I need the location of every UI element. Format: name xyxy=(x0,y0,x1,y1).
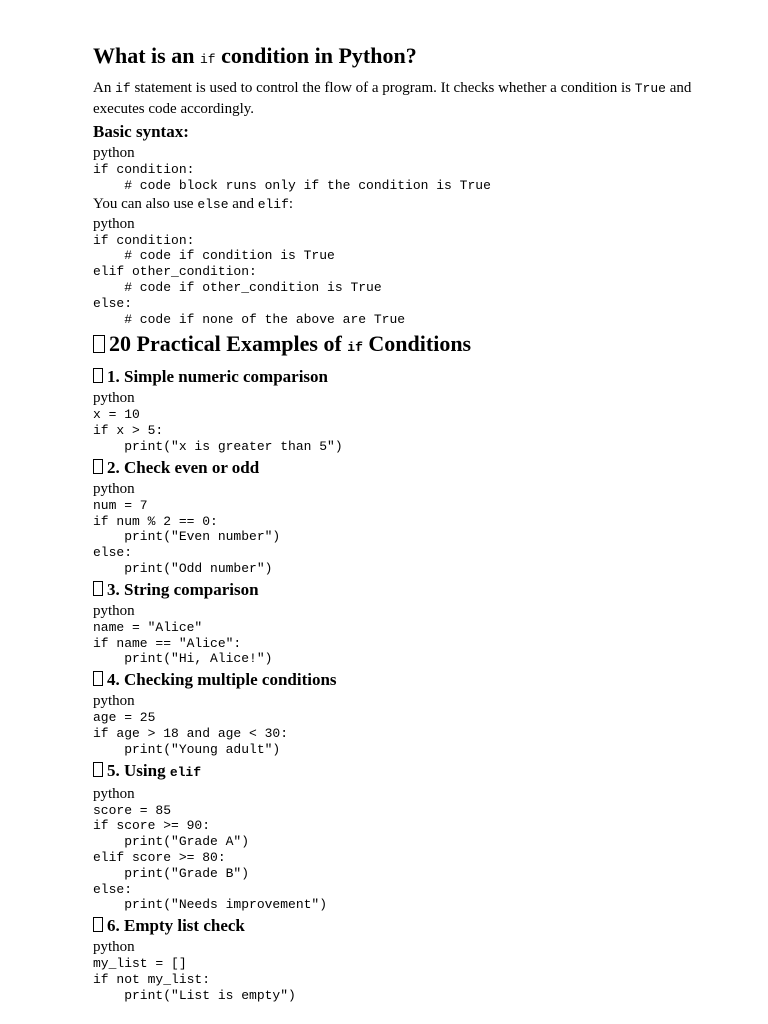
document-page xyxy=(93,42,733,1004)
code-block-basic-syntax: if condition: # code block runs only if the condition is True xyxy=(93,162,491,193)
missing-glyph-icon xyxy=(93,581,103,596)
code-block-example-3: name = "Alice" if name == "Alice": print("Hi, Alice!") xyxy=(93,619,273,667)
page-title-text-end: condition in Python? xyxy=(215,43,417,68)
code-language-label: python xyxy=(93,602,135,619)
missing-glyph-icon xyxy=(93,762,103,777)
code-block-example-2: num = 7 if num % 2 == 0: print("Even number") else: print("Odd number") xyxy=(93,497,281,576)
code-language-label: python xyxy=(93,390,135,407)
intro-code-true: True xyxy=(634,81,666,96)
code-block-else-elif: if condition: # code if condition is True elif other_condition: # code if other_condition is True else: # code if none of the above are True xyxy=(93,232,406,327)
code-language-label: python xyxy=(93,215,135,232)
example-5-title: 5. Using xyxy=(107,760,170,780)
code-block-example-4: age = 25 if age > 18 and age < 30: print("Young adult") xyxy=(93,710,289,757)
page-title-code: if xyxy=(199,52,216,67)
example-3-heading xyxy=(93,579,733,601)
code-language-label: python xyxy=(93,939,135,956)
else-elif-text: You can also use xyxy=(93,195,198,212)
example-2-title: 2. Check even or odd xyxy=(107,457,260,477)
example-1-title: 1. Simple numeric comparison xyxy=(107,367,328,387)
intro-text-3: and executes code accordingly. xyxy=(93,80,692,117)
else-elif-paragraph xyxy=(93,194,733,215)
examples-heading xyxy=(93,330,733,362)
intro-text: An xyxy=(93,80,116,96)
code-language-label: python xyxy=(93,145,135,161)
code-block-example-1: x = 10 if x > 5: print("x is greater than 5") xyxy=(93,407,343,454)
intro-code-if: if xyxy=(115,81,131,96)
example-5-title-code: elif xyxy=(169,764,202,780)
example-4-title: 4. Checking multiple conditions xyxy=(107,670,337,690)
else-elif-text-2: and xyxy=(228,195,258,212)
code-language-label: python xyxy=(93,785,135,802)
else-code: else xyxy=(197,196,229,212)
missing-glyph-icon xyxy=(93,671,103,686)
code-language-label: python xyxy=(93,693,135,710)
code-block-example-5: score = 85 if score >= 90: print("Grade A") elif score >= 80: print("Grade B") else: print("Needs improvement") xyxy=(93,802,328,913)
example-3-title: 3. String comparison xyxy=(107,579,259,599)
code-block-example-6: my_list = [] if not my_list: print("List is empty") xyxy=(93,956,296,1003)
example-4-heading xyxy=(93,669,733,691)
intro-text-2: statement is used to control the flow of a program. It checks whether a condition is xyxy=(130,80,635,96)
missing-glyph-icon xyxy=(93,368,103,383)
example-5-heading xyxy=(93,760,733,784)
missing-glyph-icon xyxy=(93,335,105,353)
example-6-title: 6. Empty list check xyxy=(107,916,245,936)
intro-paragraph xyxy=(93,78,733,119)
missing-glyph-icon xyxy=(93,917,103,932)
code-language-label: python xyxy=(93,480,135,497)
else-elif-text-3: : xyxy=(288,195,294,212)
examples-heading-code: if xyxy=(347,340,363,356)
example-6-heading xyxy=(93,915,733,937)
missing-glyph-icon xyxy=(93,459,103,474)
page-title xyxy=(93,42,733,74)
page-title-text: What is an xyxy=(93,43,200,68)
examples-heading-text-end: Conditions xyxy=(362,331,472,357)
examples-heading-text: 20 Practical Examples of xyxy=(109,331,348,357)
elif-code: elif xyxy=(257,196,289,212)
basic-syntax-heading: Basic syntax: xyxy=(93,122,189,141)
example-1-heading xyxy=(93,366,733,388)
example-2-heading xyxy=(93,457,733,479)
